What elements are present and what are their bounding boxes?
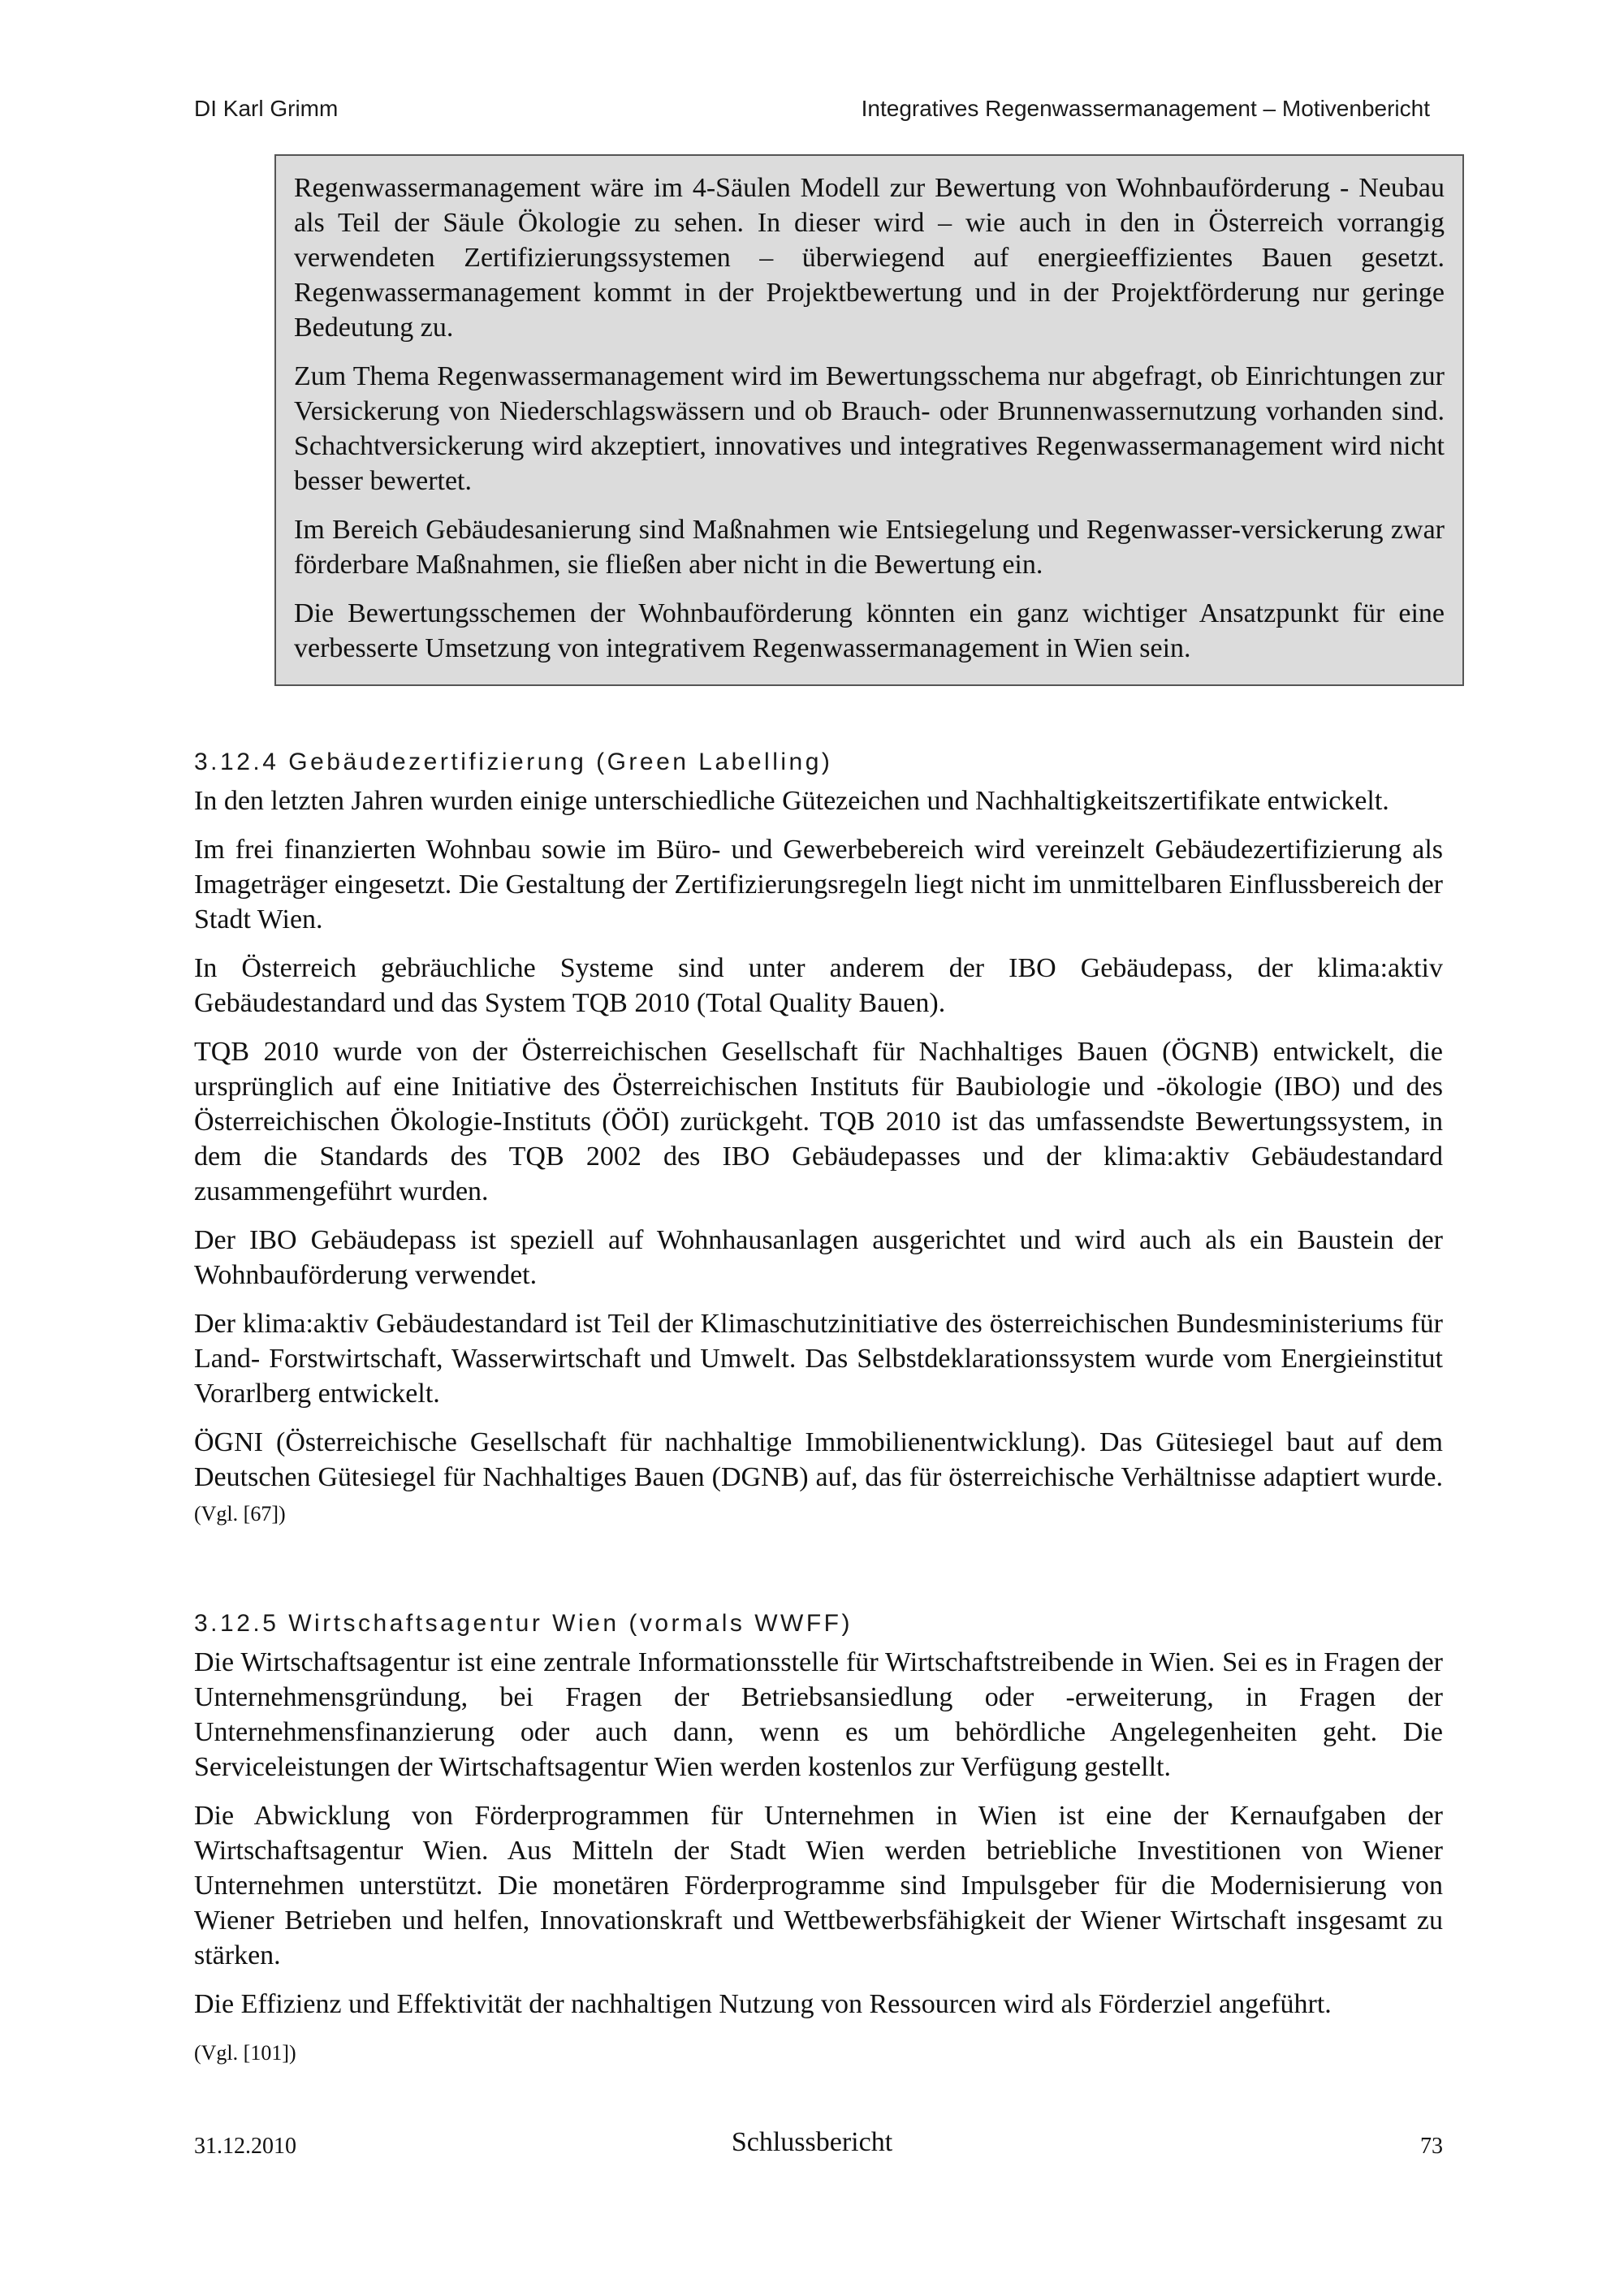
citation: (Vgl. [101]) — [194, 2041, 296, 2065]
paragraph: Die Effizienz und Effektivität der nachhaltigen Nutzung von Ressourcen wird als Förderziel angeführt. — [194, 1989, 1332, 2019]
section-heading: 3.12.5 Wirtschaftsagentur Wien (vormals WWFF) — [194, 1610, 853, 1637]
box-paragraph: Zum Thema Regenwassermanagement wird im Bewertungsschema nur abgefragt, ob Einrichtungen zur Versickerung von Niederschlagswässern und ob Brauch- oder Brunnenwassernutzung vorhanden sind. Schachtversickerung wird akzeptiert, innovatives und integratives Regenwassermanagement wird nicht besser bewertet. — [294, 361, 1445, 496]
page-number: 73 — [1420, 2134, 1443, 2159]
footer-title: Schlussbericht — [731, 2127, 893, 2157]
paragraph-text: ÖGNI (Österreichische Gesellschaft für nachhaltige Immobilienentwicklung). Das Gütesiegel baut auf dem Deutschen Gütesiegel für Nachhaltiges Bauen (DGNB) auf, das für österreichische Verhältnisse adaptiert wurde. — [194, 1427, 1443, 1492]
paragraph-with-citation — [194, 1425, 1443, 1531]
paragraph: TQB 2010 wurde von der Österreichischen Gesellschaft für Nachhaltiges Bauen (ÖGNB) entwickelt, die ursprünglich auf eine Initiative des Österreichischen Instituts für Baubiologie und -ökologie (IBO) und des Österreichischen Ökologie-Instituts (ÖÖI) zurückgeht. TQB 2010 ist das umfassendste Bewertungssystem, in dem die Standards des TQB 2002 des IBO Gebäudepasses und der klima:aktiv Gebäudestandard zusammengeführt wurden. — [194, 1037, 1443, 1206]
citation: (Vgl. [67]) — [194, 1502, 286, 1526]
paragraph: In den letzten Jahren wurden einige unterschiedliche Gütezeichen und Nachhaltigkeitszertifikate entwickelt. — [194, 786, 1389, 816]
header-author: DI Karl Grimm — [194, 96, 339, 121]
paragraph: Der klima:aktiv Gebäudestandard ist Teil der Klimaschutzinitiative des österreichischen Bundesministeriums für Land- Forstwirtschaft, Wasserwirtschaft und Umwelt. Das Selbstdeklarationssystem wurde vom Energieinstitut Vorarlberg entwickelt. — [194, 1309, 1443, 1409]
footer-date: 31.12.2010 — [194, 2134, 296, 2159]
box-paragraph: Die Bewertungsschemen der Wohnbauförderung könnten ein ganz wichtiger Ansatzpunkt für eine verbesserte Umsetzung von integrativem Regenwassermanagement in Wien sein. — [294, 598, 1445, 663]
paragraph: Der IBO Gebäudepass ist speziell auf Wohnhausanlagen ausgerichtet und wird auch als ein Baustein der Wohnbauförderung verwendet. — [194, 1225, 1443, 1290]
section-green-labelling — [194, 748, 1443, 1545]
paragraph: Im frei finanzierten Wohnbau sowie im Büro- und Gewerbebereich wird vereinzelt Gebäudezertifizierung als Imageträger eingesetzt. Die Gestaltung der Zertifizierungsregeln liegt nicht im unmittelbaren Einflussbereich der Stadt Wien. — [194, 835, 1443, 934]
section-wirtschaftsagentur — [194, 1609, 1443, 2084]
box-paragraph: Regenwassermanagement wäre im 4-Säulen Modell zur Bewertung von Wohnbauförderung - Neubau als Teil der Säule Ökologie zu sehen. In dieser wird – wie auch in den in Österreich vorrangig verwendeten Zertifizierungssystemen – überwiegend auf energieeffizientes Bauen gesetzt. Regenwassermanagement kommt in der Projektbewertung und in der Projektförderung nur geringe Bedeutung zu. — [294, 173, 1445, 343]
box-paragraph: Im Bereich Gebäudesanierung sind Maßnahmen wie Entsiegelung und Regenwasser-versickerung zwar förderbare Maßnahmen, sie fließen aber nicht in die Bewertung ein. — [294, 515, 1445, 580]
header-title: Integratives Regenwassermanagement – Motivenbericht — [861, 96, 1430, 121]
paragraph: In Österreich gebräuchliche Systeme sind unter anderem der IBO Gebäudepass, der klima:aktiv Gebäudestandard und das System TQB 2010 (Total Quality Bauen). — [194, 953, 1443, 1018]
section-heading: 3.12.4 Gebäudezertifizierung (Green Labelling) — [194, 749, 833, 775]
paragraph: Die Wirtschaftsagentur ist eine zentrale Informationsstelle für Wirtschaftstreibende in Wien. Sei es in Fragen der Unternehmensgründung, bei Fragen der Betriebsansiedlung oder -erweiterung, in Fragen der Unternehmensfinanzierung oder auch dann, wenn es um behördliche Angelegenheiten geht. Die Serviceleistungen der Wirtschaftsagentur Wien werden kostenlos zur Verfügung gestellt. — [194, 1647, 1443, 1782]
highlight-box — [274, 154, 1464, 686]
paragraph: Die Abwicklung von Förderprogrammen für Unternehmen in Wien ist eine der Kernaufgaben der Wirtschaftsagentur Wien. Aus Mitteln der Stadt Wien werden betriebliche Investitionen von Wiener Unternehmen unterstützt. Die monetären Förderprogramme sind Impulsgeber für die Modernisierung von Wiener Betrieben und helfen, Innovationskraft und Wettbewerbsfähigkeit der Wiener Wirtschaft insgesamt zu stärken. — [194, 1801, 1443, 1970]
